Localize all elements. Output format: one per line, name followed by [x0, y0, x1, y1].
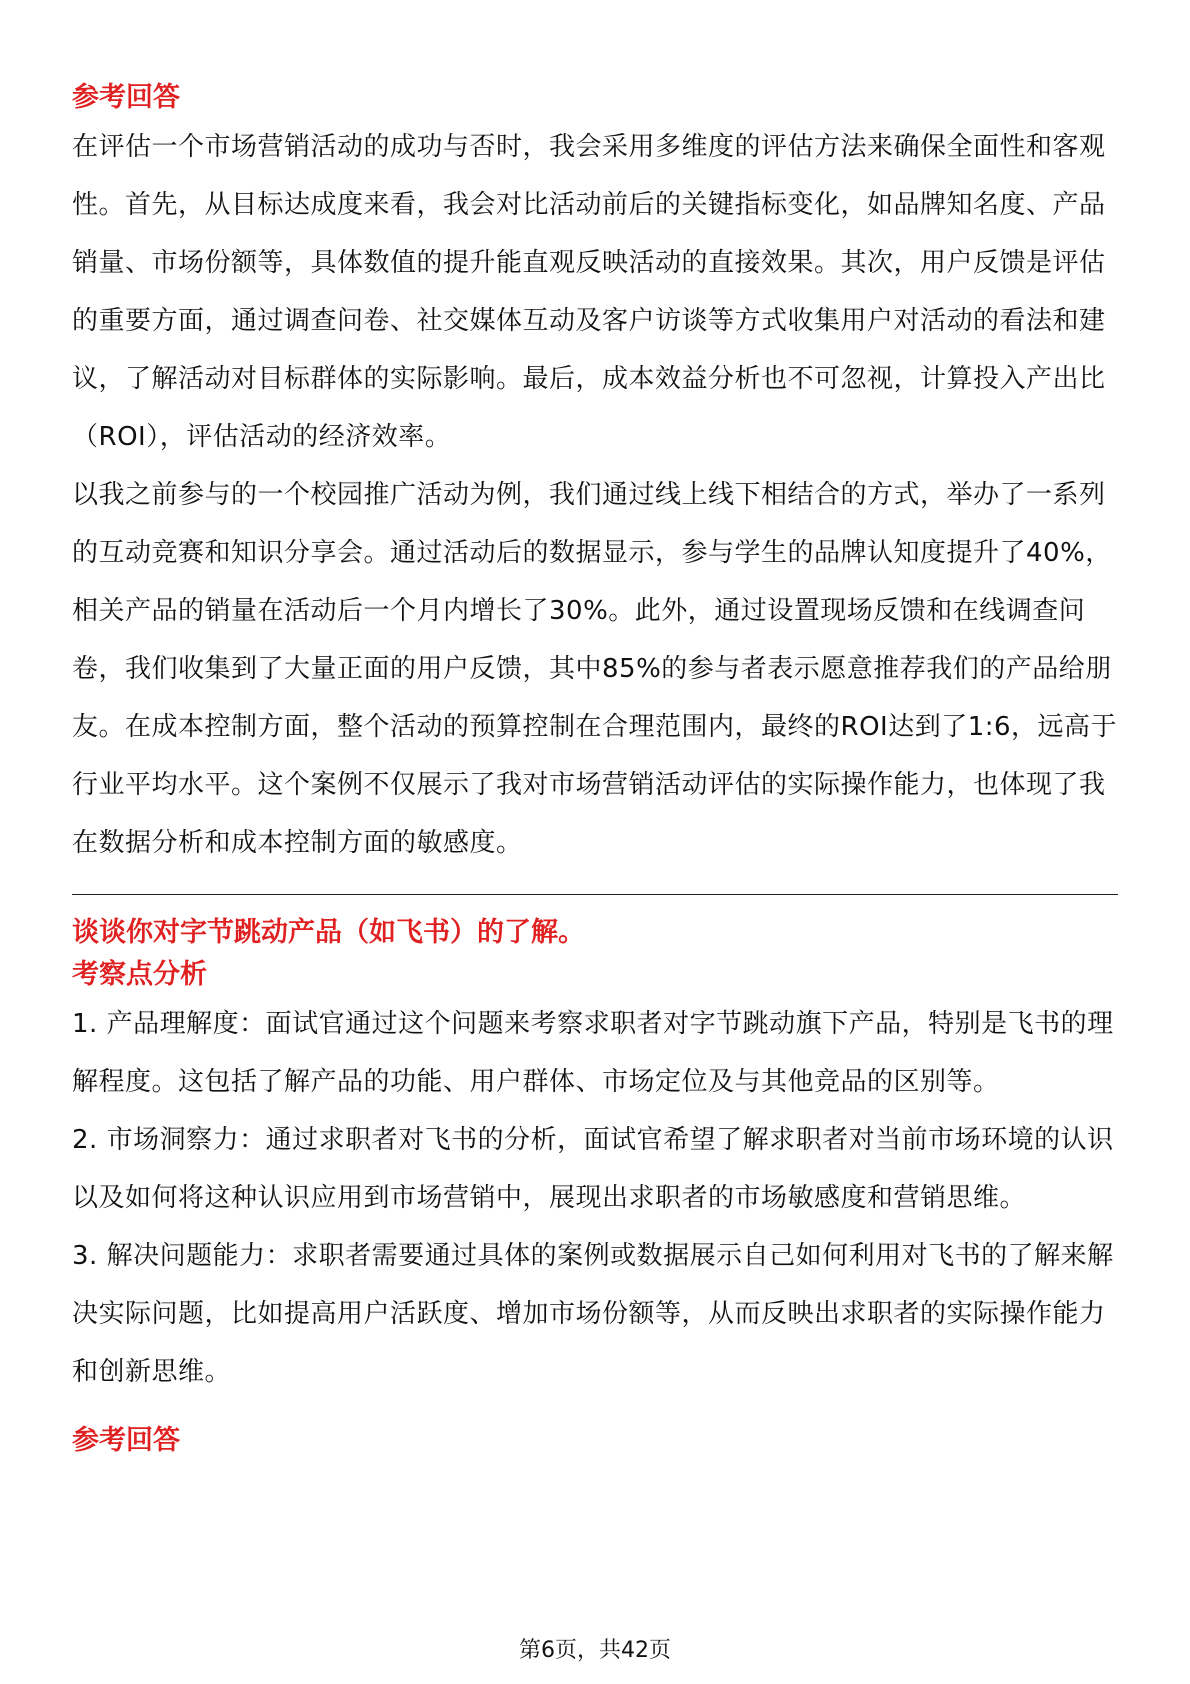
answer-paragraph: 在评估一个市场营销活动的成功与否时，我会采用多维度的评估方法来确保全面性和客观性。首先，从目标达成度来看，我会对比活动前后的关键指标变化，如品牌知名度、产品销量、市场份额等，具体数值的提升能直观反映活动的直接效果。其次，用户反馈是评估的重要方面，通过调查问卷、社交媒体互动及客户访谈等方式收集用户对活动的看法和建议，了解活动对目标群体的实际影响。最后，成本效益分析也不可忽视，计算投入产出比（ROI），评估活动的经济效率。 [72, 132, 1106, 452]
document-page [72, 78, 1118, 1461]
section-heading-reference-answer: 参考回答 [72, 82, 180, 113]
analysis-point: 1. 产品理解度：面试官通过这个问题来考察求职者对字节跳动旗下产品，特别是飞书的理解程度。这包括了解产品的功能、用户群体、市场定位及与其他竞品的区别等。 [72, 1009, 1114, 1097]
answer-paragraph: 以我之前参与的一个校园推广活动为例，我们通过线上线下相结合的方式，举办了一系列的互动竞赛和知识分享会。通过活动后的数据显示，参与学生的品牌认知度提升了40%，相关产品的销量在活动后一个月内增长了30%。此外，通过设置现场反馈和在线调查问卷，我们收集到了大量正面的用户反馈，其中85%的参与者表示愿意推荐我们的产品给朋友。在成本控制方面，整个活动的预算控制在合理范围内，最终的ROI达到了1:6，远高于行业平均水平。这个案例不仅展示了我对市场营销活动评估的实际操作能力，也体现了我在数据分析和成本控制方面的敏感度。 [72, 480, 1118, 858]
page-number: 第6页，共42页 [519, 1638, 671, 1663]
question-title: 谈谈你对字节跳动产品（如飞书）的了解。 [72, 917, 585, 948]
analysis-point: 2. 市场洞察力：通过求职者对飞书的分析，面试官希望了解求职者对当前市场环境的认识以及如何将这种认识应用到市场营销中，展现出求职者的市场敏感度和营销思维。 [72, 1125, 1114, 1213]
section-heading-reference-answer: 参考回答 [72, 1425, 180, 1456]
section-heading-analysis: 考察点分析 [72, 959, 207, 990]
analysis-point: 3. 解决问题能力：求职者需要通过具体的案例或数据展示自己如何利用对飞书的了解来解决实际问题，比如提高用户活跃度、增加市场份额等，从而反映出求职者的实际操作能力和创新思维。 [72, 1241, 1114, 1387]
section-divider [72, 894, 1118, 895]
